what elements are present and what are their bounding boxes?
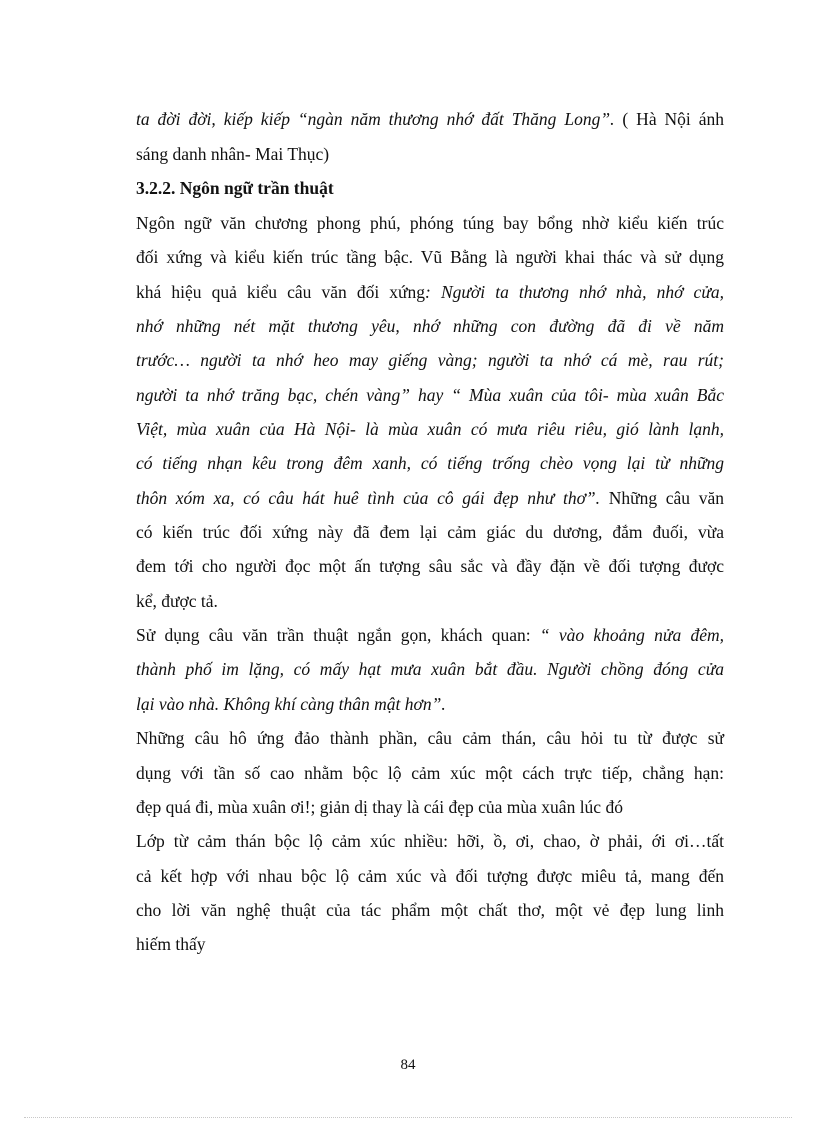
text-line (136, 658, 724, 680)
text-line (136, 246, 724, 268)
page-number: 84 (400, 1057, 416, 1073)
text-span: Ngôn ngữ văn chương phong phú, phóng túng bay bổng nhờ kiểu kiến trúc (136, 213, 724, 233)
italic-span: : Người ta thương nhớ nhà, nhớ cửa, (425, 282, 724, 302)
text-span: Lớp từ cảm thán bộc lộ cảm xúc nhiều: hỡi, ồ, ơi, chao, ờ phải, ới ơi…tất (136, 831, 724, 851)
text-span: đối xứng và kiểu kiến trúc tầng bậc. Vũ Bằng là người khai thác và sử dụng (136, 247, 724, 267)
italic-span: người ta nhớ trăng bạc, chén vàng” hay “ Mùa xuân của tôi- mùa xuân Bắc (136, 385, 724, 405)
text-line (136, 281, 724, 303)
text-line (136, 865, 724, 887)
text-line (136, 796, 724, 818)
text-span: kể, được tả. (136, 591, 218, 611)
page-bottom-divider (24, 1117, 792, 1118)
text-span: đem tới cho người đọc một ấn tượng sâu sắc và đầy đặn về đối tượng được (136, 556, 724, 576)
text-span: hiếm thấy (136, 934, 206, 954)
text-line (136, 143, 724, 165)
italic-span: “ vào khoảng nửa đêm, (539, 625, 725, 645)
text-line (136, 452, 724, 474)
text-line (136, 349, 724, 371)
text-line (136, 521, 724, 543)
italic-span: có tiếng nhạn kêu trong đêm xanh, có tiếng trống chèo vọng lại từ những (136, 453, 724, 473)
text-span: Sử dụng câu văn trần thuật ngắn gọn, khách quan: (136, 625, 540, 645)
text-line (136, 762, 724, 784)
text-span: có kiến trúc đối xứng này đã đem lại cảm giác du dương, đắm đuối, vừa (136, 522, 724, 542)
italic-span: nhớ những nét mặt thương yêu, nhớ những con đường đã đi về năm (136, 316, 724, 336)
text-line (136, 727, 724, 749)
text-span: cả kết hợp với nhau bộc lộ cảm xúc và đối tượng được miêu tả, mang đến (136, 866, 724, 886)
text-span: ( Hà Nội ánh (614, 109, 724, 129)
text-span: khá hiệu quả kiểu câu văn đối xứng (136, 282, 426, 302)
text-line (136, 933, 724, 955)
text-span: Những câu hô ứng đảo thành phần, câu cảm thán, câu hỏi tu từ được sử (136, 728, 724, 748)
text-line (136, 830, 724, 852)
text-line (136, 693, 724, 715)
italic-span: thành phố im lặng, có mấy hạt mưa xuân bắt đầu. Người chồng đóng cửa (136, 659, 724, 679)
italic-span: Việt, mùa xuân của Hà Nội- là mùa xuân có mưa riêu riêu, gió lành lạnh, (136, 419, 724, 439)
italic-span: ta đời đời, kiếp kiếp “ngàn năm thương nhớ đất Thăng Long”. (136, 109, 615, 129)
italic-span: thôn xóm xa, có câu hát huê tình của cô gái đẹp như thơ”. (136, 488, 601, 508)
text-line (136, 590, 724, 612)
section-heading: 3.2.2. Ngôn ngữ trần thuật (136, 178, 334, 198)
text-span: sáng danh nhân- Mai Thục) (136, 144, 330, 164)
text-span: đẹp quá đi, mùa xuân ơi!; giản dị thay là cái đẹp của mùa xuân lúc đó (136, 797, 623, 817)
text-line (136, 384, 724, 406)
text-line (136, 555, 724, 577)
text-line (136, 624, 724, 646)
text-line (136, 418, 724, 440)
text-line (136, 315, 724, 337)
italic-span: lại vào nhà. Không khí càng thân mật hơn”. (136, 694, 446, 714)
text-line (136, 487, 724, 509)
text-span: dụng với tần số cao nhằm bộc lộ cảm xúc một cách trực tiếp, chẳng hạn: (136, 763, 724, 783)
text-line (136, 899, 724, 921)
text-line (136, 212, 724, 234)
text-line (136, 108, 724, 130)
text-span: Những câu văn (600, 488, 724, 508)
text-span: cho lời văn nghệ thuật của tác phẩm một chất thơ, một vẻ đẹp lung linh (136, 900, 724, 920)
italic-span: trước… người ta nhớ heo may giếng vàng; người ta nhớ cá mè, rau rút; (136, 350, 724, 370)
